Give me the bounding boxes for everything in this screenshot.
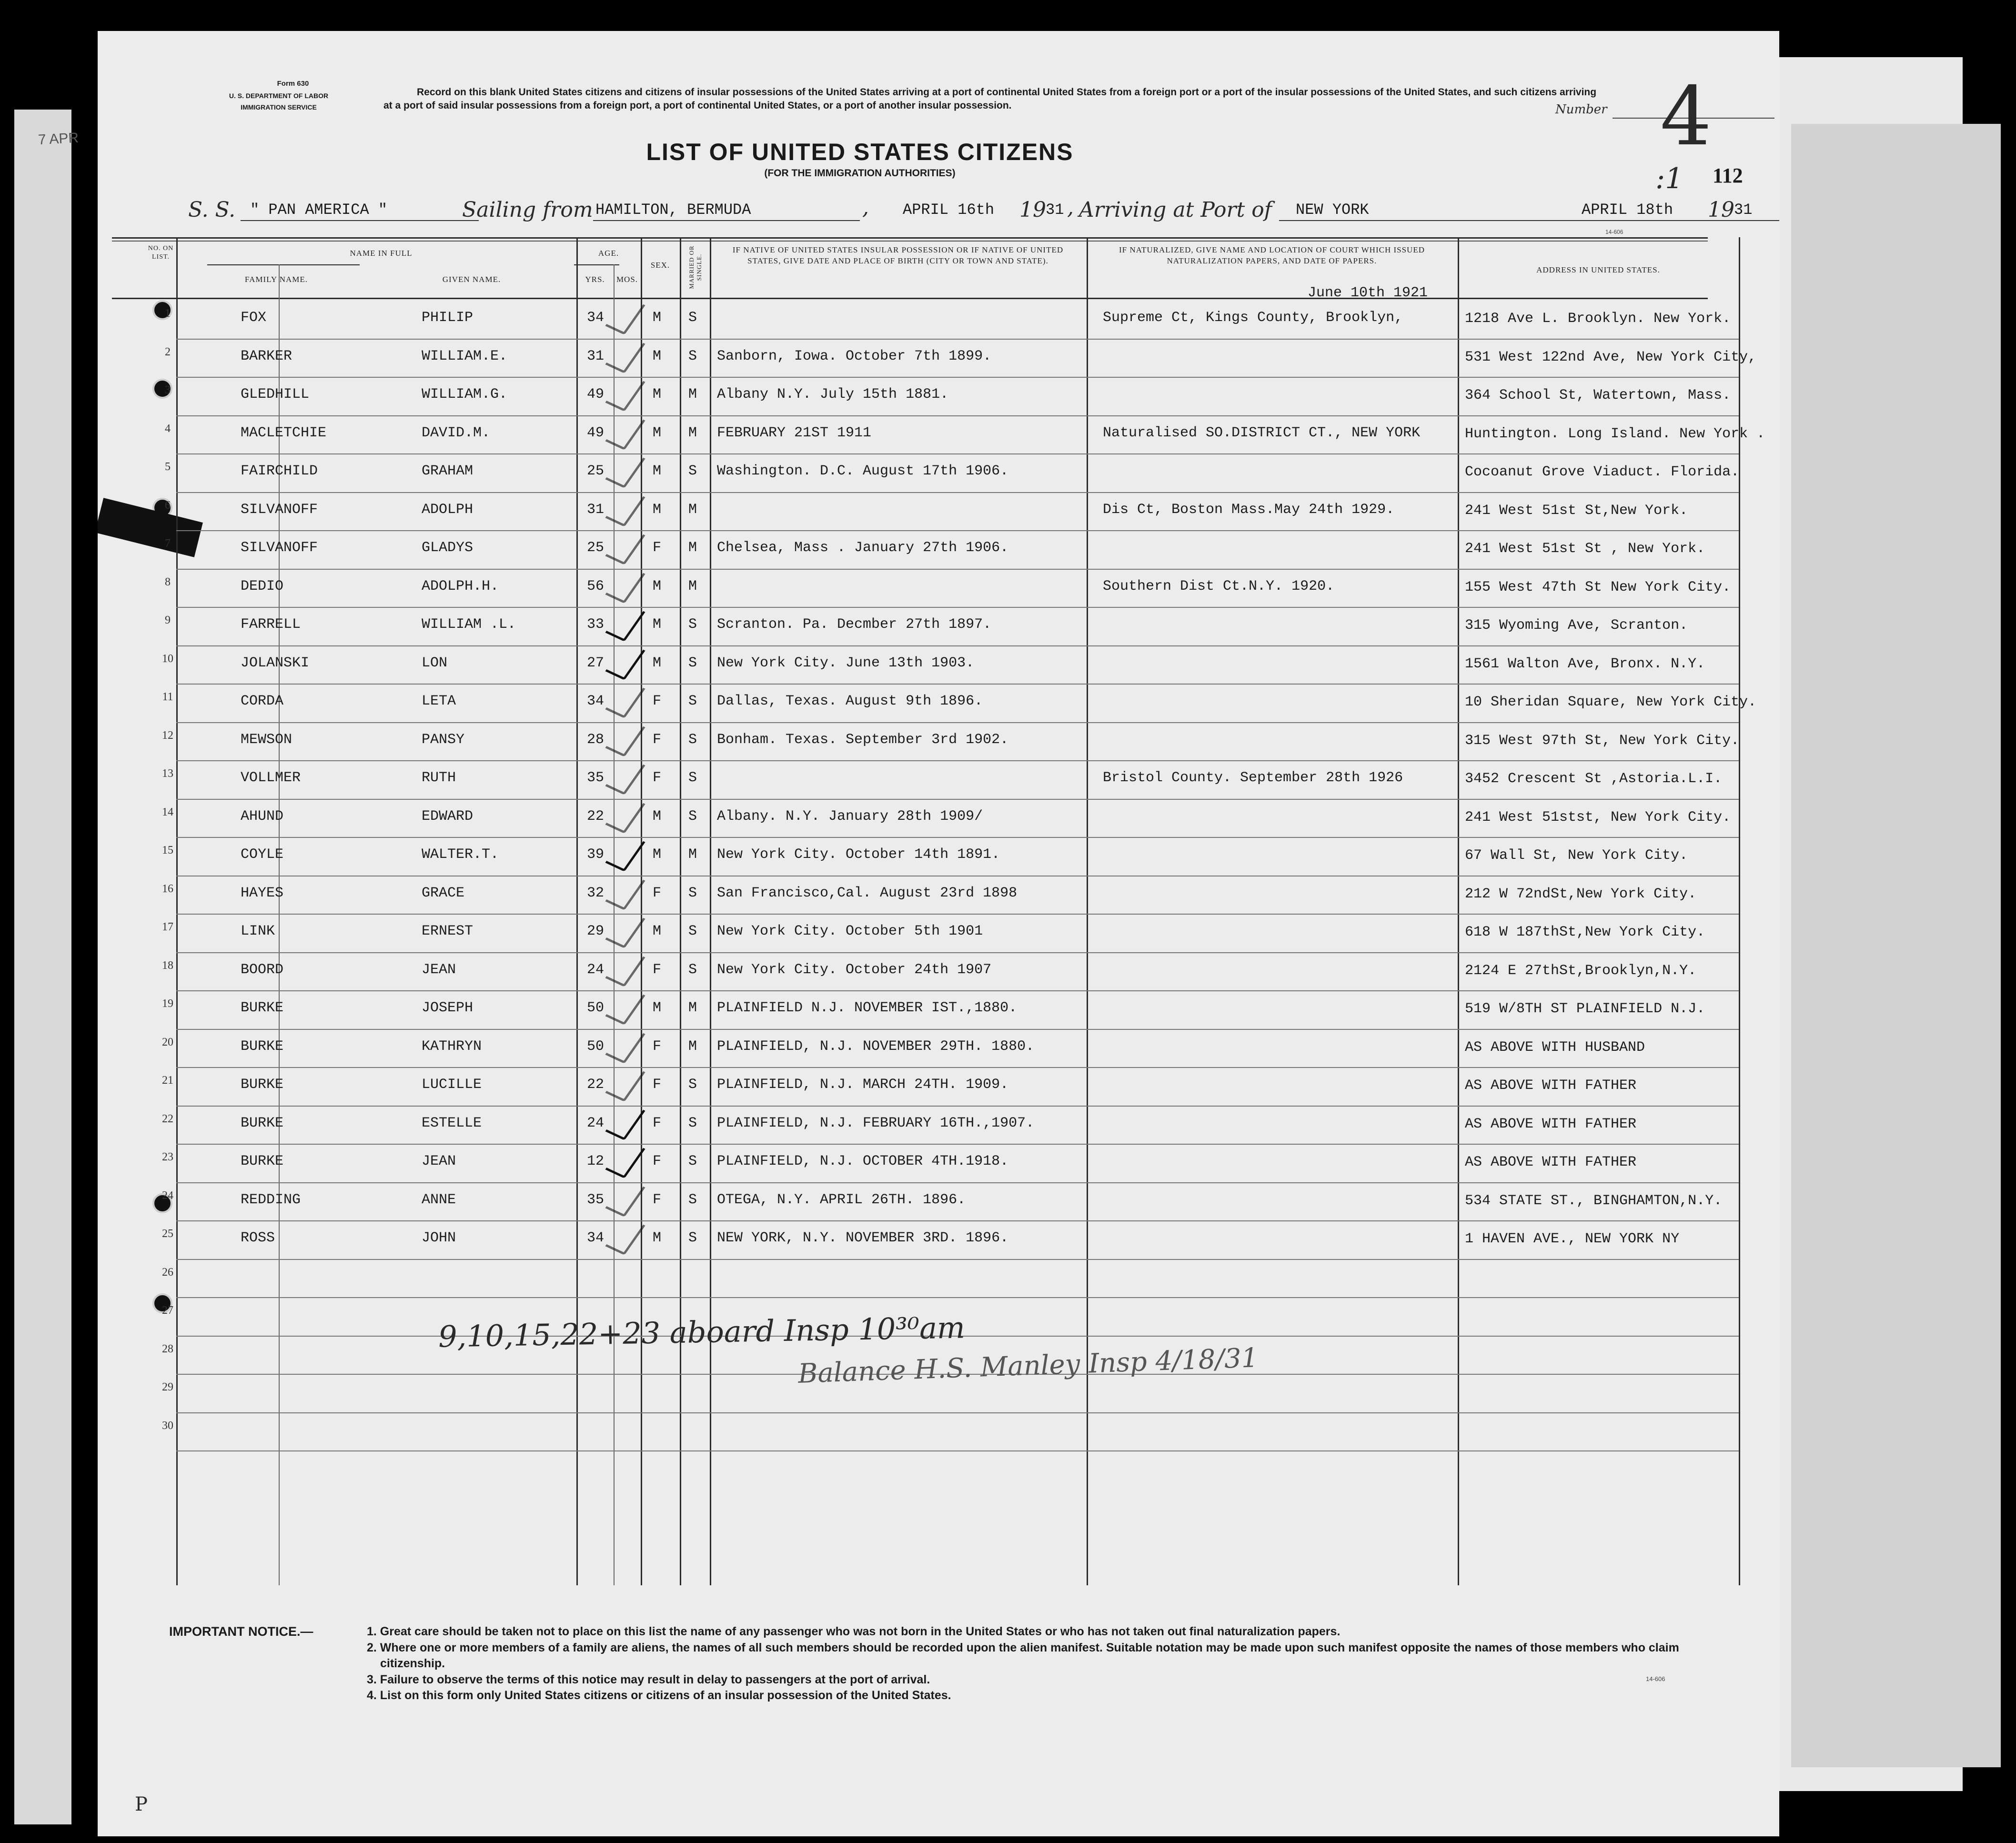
row-birth: Albany N.Y. July 15th 1881. bbox=[717, 386, 949, 403]
row-family: DEDIO bbox=[241, 578, 284, 594]
row-address: AS ABOVE WITH FATHER bbox=[1465, 1078, 1637, 1094]
row-ms: M bbox=[688, 578, 697, 594]
row-sex: M bbox=[653, 578, 662, 594]
row-no: 19 bbox=[162, 997, 173, 1010]
row-address: 315 West 97th St, New York City. bbox=[1465, 732, 1740, 749]
row-sex: F bbox=[653, 885, 662, 901]
sailing-date: APRIL 16th bbox=[903, 201, 995, 219]
row-age: 33 bbox=[587, 616, 605, 633]
row-family: FOX bbox=[241, 310, 267, 326]
row-no: 9 bbox=[165, 614, 171, 626]
row-birth: New York City. October 14th 1891. bbox=[717, 846, 1000, 863]
row-no: 29 bbox=[162, 1381, 173, 1393]
row-family: BURKE bbox=[241, 1077, 284, 1093]
row-given: WILLIAM .L. bbox=[422, 616, 516, 633]
table-row bbox=[98, 339, 1779, 377]
row-natz: Dis Ct, Boston Mass.May 24th 1929. bbox=[1103, 501, 1395, 518]
row-age: 56 bbox=[587, 578, 605, 594]
row-no: 3 bbox=[165, 384, 171, 396]
row-birth: FEBRUARY 21ST 1911 bbox=[717, 424, 872, 441]
row-age: 34 bbox=[587, 1230, 605, 1246]
table-row bbox=[98, 569, 1779, 607]
table-row bbox=[98, 530, 1779, 569]
table-row bbox=[98, 1259, 1779, 1298]
row-no: 2 bbox=[165, 345, 171, 358]
row-ms: S bbox=[688, 693, 697, 709]
row-age: 35 bbox=[587, 1191, 605, 1208]
table-row bbox=[98, 1220, 1779, 1259]
row-sex: M bbox=[653, 310, 662, 326]
row-birth: Bonham. Texas. September 3rd 1902. bbox=[717, 731, 1009, 748]
row-given: LETA bbox=[422, 693, 456, 709]
number-label: Number bbox=[1555, 102, 1607, 117]
row-given: ESTELLE bbox=[422, 1115, 482, 1131]
row-no: 8 bbox=[165, 575, 171, 588]
row-given: WILLIAM.G. bbox=[422, 386, 508, 403]
row-given: JOHN bbox=[422, 1230, 456, 1246]
row-sex: F bbox=[653, 731, 662, 748]
row-sex: M bbox=[653, 616, 662, 633]
row-birth: PLAINFIELD N.J. NOVEMBER IST.,1880. bbox=[717, 1000, 1018, 1016]
row-birth: Washington. D.C. August 17th 1906. bbox=[717, 463, 1009, 479]
row-no: 1 bbox=[165, 307, 171, 320]
row-address: 67 Wall St, New York City. bbox=[1465, 847, 1688, 864]
header-naturalization: IF NATURALIZED, GIVE NAME AND LOCATION OF COURT WHICH ISSUED NATURALIZATION PAPERS, AND DATE OF PAPERS. bbox=[1119, 245, 1425, 265]
row-ms: M bbox=[688, 540, 697, 556]
row-ms: M bbox=[688, 1038, 697, 1055]
row-given: JEAN bbox=[422, 961, 456, 978]
margin-mark: P bbox=[135, 1793, 148, 1815]
row-no: 18 bbox=[162, 959, 173, 972]
row-family: FARRELL bbox=[241, 616, 301, 633]
row-sex: F bbox=[653, 1077, 662, 1093]
row-address: AS ABOVE WITH FATHER bbox=[1465, 1154, 1637, 1170]
row-ms: S bbox=[688, 808, 697, 825]
row-sex: M bbox=[653, 923, 662, 939]
header-mos: MOS. bbox=[616, 275, 638, 284]
row-given: PANSY bbox=[422, 731, 465, 748]
row-birth: Sanborn, Iowa. October 7th 1899. bbox=[717, 348, 992, 364]
row-age: 31 bbox=[587, 501, 605, 518]
arrival-port: NEW YORK bbox=[1296, 201, 1369, 219]
table-row bbox=[98, 876, 1779, 914]
table-row bbox=[98, 914, 1779, 952]
row-birth: New York City. June 13th 1903. bbox=[717, 655, 975, 671]
row-ms: S bbox=[688, 923, 697, 939]
table-row bbox=[98, 990, 1779, 1029]
row-sex: F bbox=[653, 540, 662, 556]
row-sex: F bbox=[653, 770, 662, 786]
table-row bbox=[98, 760, 1779, 799]
table-row bbox=[98, 722, 1779, 761]
row-given: JEAN bbox=[422, 1153, 456, 1169]
row-age: 29 bbox=[587, 923, 605, 939]
row-birth: NEW YORK, N.Y. NOVEMBER 3RD. 1896. bbox=[717, 1230, 1009, 1246]
header-given-name: GIVEN NAME. bbox=[442, 275, 501, 284]
table-row bbox=[98, 415, 1779, 454]
header-age: AGE. bbox=[598, 249, 619, 258]
department-name: U. S. DEPARTMENT OF LABOR bbox=[229, 92, 329, 100]
row-birth: Chelsea, Mass . January 27th 1906. bbox=[717, 540, 1009, 556]
form-code-top: 14-606 bbox=[1605, 229, 1623, 235]
row-address: AS ABOVE WITH FATHER bbox=[1465, 1116, 1637, 1132]
row-address: 3452 Crescent St ,Astoria.L.I. bbox=[1465, 771, 1723, 787]
row-address: 155 West 47th St New York City. bbox=[1465, 579, 1731, 595]
row-sex: M bbox=[653, 348, 662, 364]
row-age: 24 bbox=[587, 961, 605, 978]
row-ms: M bbox=[688, 424, 697, 441]
form-instructions: Record on this blank United States citizens and citizens of insular possessions of the United States arriving at a port of continental United States from a foreign port or a port of the insular possessions of the United States, and such citizens arriving at a port of said insular possessions from a foreign port, a port of continental United States, or a port of another insular possession. bbox=[383, 87, 1597, 111]
row-ms: S bbox=[688, 731, 697, 748]
ss-label: S. S. bbox=[188, 198, 236, 222]
voyage-line: S. S. " PAN AMERICA " Sailing from HAMILTON, BERMUDA , APRIL 16th 19 31 , Arriving at Port of NEW YORK APRIL 18th 19 31 bbox=[183, 195, 1779, 224]
row-birth: Albany. N.Y. January 28th 1909/ bbox=[717, 808, 983, 825]
row-age: 22 bbox=[587, 1077, 605, 1093]
row-ms: M bbox=[688, 846, 697, 863]
row-family: BURKE bbox=[241, 1038, 284, 1055]
row-ms: S bbox=[688, 1115, 697, 1131]
table-row bbox=[98, 1182, 1779, 1221]
row-no: 30 bbox=[162, 1419, 173, 1432]
row-given: WALTER.T. bbox=[422, 846, 499, 863]
service-name: IMMIGRATION SERVICE bbox=[241, 103, 317, 111]
row-age: 28 bbox=[587, 731, 605, 748]
row-sex: M bbox=[653, 808, 662, 825]
notice-item-4: 4. List on this form only United States citizens or citizens of an insular possession of the United States. bbox=[367, 1689, 951, 1702]
row-given: GRAHAM bbox=[422, 463, 474, 479]
row-family: REDDING bbox=[241, 1191, 301, 1208]
row-ms: S bbox=[688, 348, 697, 364]
row-given: ADOLPH.H. bbox=[422, 578, 499, 594]
ship-name: " PAN AMERICA " bbox=[250, 201, 388, 219]
table-row bbox=[98, 607, 1779, 645]
row-ms: S bbox=[688, 770, 697, 786]
row-address: 364 School St, Watertown, Mass. bbox=[1465, 387, 1731, 403]
row-given: ERNEST bbox=[422, 923, 474, 939]
header-married-or-single: MARRIED OR SINGLE. bbox=[688, 245, 703, 289]
row-given: GLADYS bbox=[422, 540, 474, 556]
arrival-year: 31 bbox=[1734, 201, 1753, 219]
row-ms: S bbox=[688, 1230, 697, 1246]
row-age: 25 bbox=[587, 540, 605, 556]
row-natz: Southern Dist Ct.N.Y. 1920. bbox=[1103, 578, 1335, 594]
row-family: BARKER bbox=[241, 348, 292, 364]
row-given: WILLIAM.E. bbox=[422, 348, 508, 364]
row-family: BOORD bbox=[241, 961, 284, 978]
notice-item-1: 1. Great care should be taken not to place on this list the name of any passenger who was not born in the United States or who has not taken out final naturalization papers. bbox=[367, 1625, 1341, 1638]
row-address: 315 Wyoming Ave, Scranton. bbox=[1465, 617, 1688, 634]
row-address: 1561 Walton Ave, Bronx. N.Y. bbox=[1465, 655, 1705, 672]
row-given: LUCILLE bbox=[422, 1077, 482, 1093]
table-row bbox=[98, 1067, 1779, 1106]
row-address: 534 STATE ST., BINGHAMTON,N.Y. bbox=[1465, 1192, 1723, 1209]
row-family: COYLE bbox=[241, 846, 284, 863]
sailing-from-port: HAMILTON, BERMUDA bbox=[595, 201, 751, 219]
row-ms: S bbox=[688, 310, 697, 326]
page-marks: :1 bbox=[1655, 162, 1683, 195]
underlying-sheet-right-2 bbox=[1791, 124, 2001, 1767]
row-given: DAVID.M. bbox=[422, 424, 491, 441]
row-no: 16 bbox=[162, 882, 173, 895]
row-given: ADOLPH bbox=[422, 501, 474, 518]
row-ms: S bbox=[688, 961, 697, 978]
row-age: 49 bbox=[587, 424, 605, 441]
row-family: BURKE bbox=[241, 1000, 284, 1016]
row-no: 15 bbox=[162, 844, 173, 856]
row-family: MEWSON bbox=[241, 731, 292, 748]
row-ms: S bbox=[688, 1077, 697, 1093]
row-sex: M bbox=[653, 1230, 662, 1246]
notice-label: IMPORTANT NOTICE.— bbox=[169, 1624, 313, 1639]
row-age: 24 bbox=[587, 1115, 605, 1131]
row-age: 22 bbox=[587, 808, 605, 825]
handwritten-annotation-balance: Balance H.S. Manley Insp 4/18/31 bbox=[797, 1342, 1259, 1390]
row-address: 1 HAVEN AVE., NEW YORK NY bbox=[1465, 1231, 1680, 1247]
row-no: 14 bbox=[162, 806, 173, 818]
row-address: 1218 Ave L. Brooklyn. New York. bbox=[1465, 311, 1731, 327]
row-no: 20 bbox=[162, 1036, 173, 1048]
sailing-year-prefix: 19 bbox=[1019, 198, 1046, 222]
header-address: ADDRESS IN UNITED STATES. bbox=[1536, 265, 1660, 274]
row-sex: M bbox=[653, 463, 662, 479]
row-age: 31 bbox=[587, 348, 605, 364]
document-title: LIST OF UNITED STATES CITIZENS bbox=[646, 139, 1074, 165]
row-no: 5 bbox=[165, 461, 171, 473]
page-id: 112 bbox=[1713, 164, 1743, 187]
arrival-year-prefix: 19 bbox=[1708, 198, 1734, 222]
table-row bbox=[98, 1412, 1779, 1451]
table-row bbox=[98, 1144, 1779, 1182]
document-subtitle: (FOR THE IMMIGRATION AUTHORITIES) bbox=[764, 168, 956, 179]
row-family: ROSS bbox=[241, 1230, 275, 1246]
header-no-on-list: NO. ON LIST. bbox=[148, 245, 174, 261]
row-age: 32 bbox=[587, 885, 605, 901]
table-row bbox=[98, 684, 1779, 722]
row-ms: S bbox=[688, 1153, 697, 1169]
row-given: JOSEPH bbox=[422, 1000, 474, 1016]
row-address: 10 Sheridan Square, New York City. bbox=[1465, 694, 1757, 710]
notice-item-3: 3. Failure to observe the terms of this notice may result in delay to passengers at the port of arrival. bbox=[367, 1673, 930, 1686]
arriving-label: Arriving at Port of bbox=[1079, 198, 1272, 222]
header-yrs: YRS. bbox=[585, 275, 605, 284]
row-birth: Scranton. Pa. Decmber 27th 1897. bbox=[717, 616, 992, 633]
table-row bbox=[98, 1029, 1779, 1068]
table-row bbox=[98, 285, 1779, 339]
header-family-name: FAMILY NAME. bbox=[244, 275, 308, 284]
row-family: HAYES bbox=[241, 885, 284, 901]
row-natz: Supreme Ct, Kings County, Brooklyn, bbox=[1103, 310, 1403, 326]
row-family: CORDA bbox=[241, 693, 284, 709]
row-no: 23 bbox=[162, 1151, 173, 1163]
row-no: 25 bbox=[162, 1228, 173, 1240]
row-sex: M bbox=[653, 501, 662, 518]
row-no: 7 bbox=[165, 537, 171, 550]
row-no: 27 bbox=[162, 1304, 173, 1317]
row-given: LON bbox=[422, 655, 448, 671]
row-no: 10 bbox=[162, 652, 173, 665]
header-place-of-birth: IF NATIVE OF UNITED STATES INSULAR POSSESSION OR IF NATIVE OF UNITED STATES, GIVE DATE AND PLACE OF BIRTH (CITY OR TOWN AND STATE). bbox=[732, 245, 1064, 265]
row-birth: PLAINFIELD, N.J. NOVEMBER 29TH. 1880. bbox=[717, 1038, 1035, 1055]
row-birth: OTEGA, N.Y. APRIL 26TH. 1896. bbox=[717, 1191, 966, 1208]
row-ms: M bbox=[688, 1000, 697, 1016]
row-no: 6 bbox=[165, 499, 171, 512]
row-given: ANNE bbox=[422, 1191, 456, 1208]
row-family: AHUND bbox=[241, 808, 284, 825]
row-ms: S bbox=[688, 655, 697, 671]
row-ms: S bbox=[688, 885, 697, 901]
form-code-bottom: 14-606 bbox=[1646, 1675, 1665, 1682]
row-divider bbox=[176, 1450, 1739, 1451]
row-sex: M bbox=[653, 846, 662, 863]
row-given: GRACE bbox=[422, 885, 465, 901]
row-no: 21 bbox=[162, 1074, 173, 1087]
handwritten-annotation-aboard: 9,10,15,22+23 aboard Insp 10³⁰am bbox=[438, 1310, 966, 1354]
row-sex: M bbox=[653, 1000, 662, 1016]
row-sex: M bbox=[653, 655, 662, 671]
row-given: PHILIP bbox=[422, 310, 474, 326]
row-natz-date: June 10th 1921 bbox=[1308, 285, 1428, 301]
table-row bbox=[98, 837, 1779, 876]
stamp-fragment: 7 APR bbox=[38, 130, 79, 148]
row-no: 4 bbox=[165, 422, 171, 435]
sailing-year: 31 bbox=[1046, 201, 1064, 219]
row-address: 519 W/8TH ST PLAINFIELD N.J. bbox=[1465, 1001, 1705, 1017]
underlying-sheet-left bbox=[14, 110, 71, 1824]
row-age: 35 bbox=[587, 770, 605, 786]
row-address: Huntington. Long Island. New York . bbox=[1465, 425, 1765, 442]
row-family: FAIRCHILD bbox=[241, 463, 318, 479]
row-natz: Naturalised SO.DISTRICT CT., NEW YORK bbox=[1103, 424, 1421, 441]
row-no: 17 bbox=[162, 921, 173, 933]
row-birth: PLAINFIELD, N.J. OCTOBER 4TH.1918. bbox=[717, 1153, 1009, 1169]
row-address: 241 West 51st St , New York. bbox=[1465, 541, 1705, 557]
row-age: 50 bbox=[587, 1038, 605, 1055]
row-address: 2124 E 27thSt,Brooklyn,N.Y. bbox=[1465, 962, 1697, 979]
header-sex: SEX. bbox=[650, 261, 670, 270]
table-row bbox=[98, 799, 1779, 837]
row-address: 618 W 187thSt,New York City. bbox=[1465, 924, 1705, 940]
row-ms: S bbox=[688, 616, 697, 633]
row-family: BURKE bbox=[241, 1153, 284, 1169]
row-no: 12 bbox=[162, 729, 173, 742]
row-birth: New York City. October 24th 1907 bbox=[717, 961, 992, 978]
row-sex: F bbox=[653, 1191, 662, 1208]
row-address: 212 W 72ndSt,New York City. bbox=[1465, 886, 1697, 902]
row-family: LINK bbox=[241, 923, 275, 939]
row-sex: M bbox=[653, 386, 662, 403]
row-birth: San Francisco,Cal. August 23rd 1898 bbox=[717, 885, 1018, 901]
row-family: GLEDHILL bbox=[241, 386, 310, 403]
row-sex: M bbox=[653, 424, 662, 441]
row-ms: M bbox=[688, 386, 697, 403]
row-ms: S bbox=[688, 1191, 697, 1208]
manifest-page bbox=[98, 31, 1779, 1836]
row-family: BURKE bbox=[241, 1115, 284, 1131]
row-age: 34 bbox=[587, 693, 605, 709]
row-age: 50 bbox=[587, 1000, 605, 1016]
row-age: 12 bbox=[587, 1153, 605, 1169]
row-address: Cocoanut Grove Viaduct. Florida. bbox=[1465, 464, 1740, 480]
row-age: 39 bbox=[587, 846, 605, 863]
row-address: 241 West 51st St,New York. bbox=[1465, 502, 1688, 519]
row-no: 13 bbox=[162, 767, 173, 780]
row-natz: Bristol County. September 28th 1926 bbox=[1103, 770, 1403, 786]
row-sex: F bbox=[653, 1153, 662, 1169]
row-address: AS ABOVE WITH HUSBAND bbox=[1465, 1039, 1645, 1056]
arrival-date: APRIL 18th bbox=[1582, 201, 1673, 219]
row-sex: F bbox=[653, 693, 662, 709]
table-row bbox=[98, 645, 1779, 684]
row-age: 49 bbox=[587, 386, 605, 403]
number-value: 4 bbox=[1660, 70, 1712, 164]
row-no: 11 bbox=[162, 691, 173, 703]
header-name-in-full: NAME IN FULL bbox=[350, 249, 413, 258]
row-age: 25 bbox=[587, 463, 605, 479]
row-address: 241 West 51stst, New York City. bbox=[1465, 809, 1731, 826]
table-row bbox=[98, 453, 1779, 492]
row-family: JOLANSKI bbox=[241, 655, 310, 671]
row-sex: F bbox=[653, 1115, 662, 1131]
row-no: 28 bbox=[162, 1342, 173, 1355]
table-row bbox=[98, 492, 1779, 531]
row-age: 27 bbox=[587, 655, 605, 671]
table-row bbox=[98, 377, 1779, 415]
form-number: Form 630 bbox=[277, 80, 309, 88]
row-family: MACLETCHIE bbox=[241, 424, 327, 441]
row-birth: PLAINFIELD, N.J. FEBRUARY 16TH.,1907. bbox=[717, 1115, 1035, 1131]
row-given: KATHRYN bbox=[422, 1038, 482, 1055]
row-given: EDWARD bbox=[422, 808, 474, 825]
table-row bbox=[98, 952, 1779, 991]
row-given: RUTH bbox=[422, 770, 456, 786]
row-sex: F bbox=[653, 1038, 662, 1055]
row-ms: S bbox=[688, 463, 697, 479]
row-no: 26 bbox=[162, 1266, 173, 1279]
row-birth: PLAINFIELD, N.J. MARCH 24TH. 1909. bbox=[717, 1077, 1009, 1093]
row-family: VOLLMER bbox=[241, 770, 301, 786]
row-sex: F bbox=[653, 961, 662, 978]
row-age: 34 bbox=[587, 310, 605, 326]
row-no: 24 bbox=[162, 1189, 173, 1202]
row-birth: Dallas, Texas. August 9th 1896. bbox=[717, 693, 983, 709]
sailing-from-label: Sailing from bbox=[462, 198, 593, 222]
table-row bbox=[98, 1106, 1779, 1144]
notice-item-2: 2. Where one or more members of a family are aliens, the names of all such members should be recorded upon the alien manifest. Suitable notation may be made upon such manifest opposite the names of those members who claim citizenship. bbox=[367, 1641, 1679, 1670]
manifest-table bbox=[98, 31, 1779, 1836]
row-no: 22 bbox=[162, 1112, 173, 1125]
row-ms: M bbox=[688, 501, 697, 518]
row-family: SILVANOFF bbox=[241, 501, 318, 518]
row-birth: New York City. October 5th 1901 bbox=[717, 923, 983, 939]
row-family: SILVANOFF bbox=[241, 540, 318, 556]
row-address: 531 West 122nd Ave, New York City, bbox=[1465, 349, 1757, 365]
